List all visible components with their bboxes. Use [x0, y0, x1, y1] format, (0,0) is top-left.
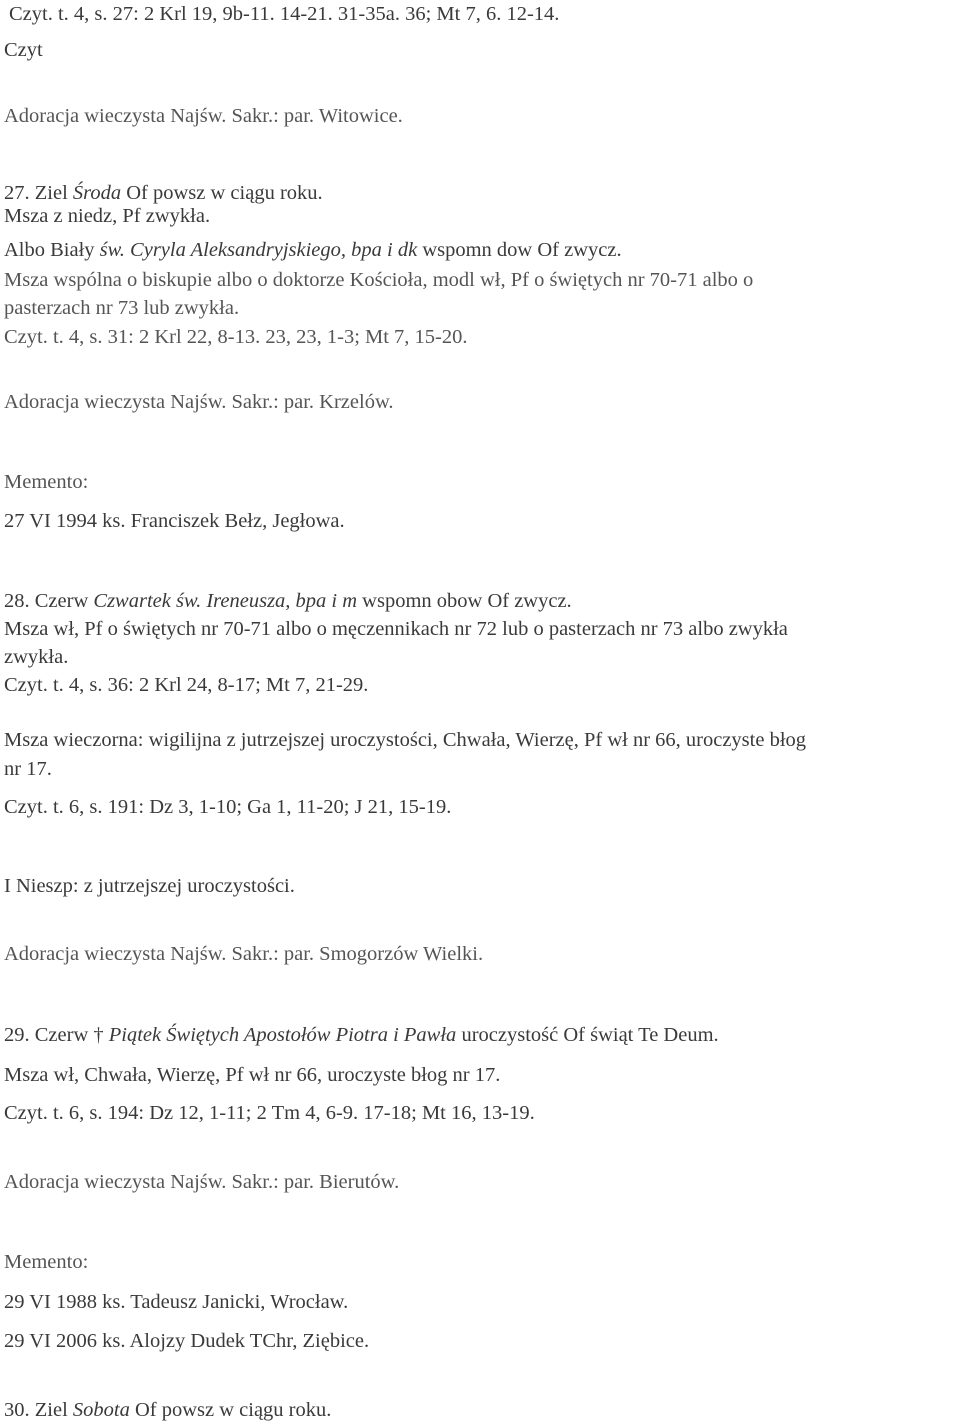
text-run: wspomn obow Of zwycz. — [357, 590, 572, 612]
mass-line — [4, 268, 753, 292]
italic-text: św. Cyryla Aleksandryjskiego, bpa i dk — [99, 239, 418, 261]
day-heading — [4, 1398, 331, 1422]
day-heading — [4, 181, 323, 205]
italic-text: Środa — [72, 182, 122, 204]
text-run: Czyt. t. 4, s. 36: 2 Krl 24, 8-17; Mt 7, 21-29. — [4, 674, 369, 696]
italic-text: Piątek — [108, 1024, 162, 1046]
reading-line — [4, 325, 468, 349]
text-run: 29 VI 1988 ks. Tadeusz Janicki, Wrocław. — [4, 1291, 349, 1313]
text-run: Czyt. t. 6, s. 194: Dz 12, 1-11; 2 Tm 4, 6-9. 17-18; Mt 16, 13-19. — [4, 1102, 535, 1124]
mass-line — [4, 1063, 500, 1087]
text-run: nr 17. — [4, 758, 52, 780]
text-run: Memento: — [4, 471, 89, 493]
memento-label — [4, 470, 88, 494]
text-run: 29. Czerw † — [4, 1024, 109, 1046]
evening-mass-line — [4, 728, 806, 752]
italic-text: Sobota — [72, 1399, 130, 1421]
text-run: Adoracja wieczysta Najśw. Sakr.: par. Krzelów. — [4, 391, 394, 413]
text-run: Msza wieczorna: wigilijna z jutrzejszej uroczystości, Chwała, Wierzę, Pf wł nr 66, uroczyste błog — [4, 729, 807, 751]
text-run: pasterzach nr 73 lub zwykła. — [4, 297, 240, 319]
text-run: Msza wspólna o biskupie albo o doktorze Kościoła, modl wł, Pf o świętych nr 70-71 albo o — [4, 269, 754, 291]
text-run: Czyt. t. 4, s. 31: 2 Krl 22, 8-13. 23, 23, 1-3; Mt 7, 15-20. — [4, 326, 468, 348]
text-run: I Nieszp: z jutrzejszej uroczystości. — [4, 875, 295, 897]
text-run: 27. Ziel — [4, 182, 73, 204]
text-run: 29 VI 2006 ks. Alojzy Dudek TChr, Ziębice. — [4, 1330, 370, 1352]
text-run: 27 VI 1994 ks. Franciszek Bełz, Jegłowa. — [4, 510, 345, 532]
italic-text: Czwartek — [93, 590, 171, 612]
text-run: Czyt. t. 4, s. 27: 2 Krl 19, 9b-11. 14-21. 31-35a. 36; Mt 7, 6. 12-14. — [9, 3, 560, 25]
text-run: 30. Ziel — [4, 1399, 73, 1421]
text-run: Adoracja wieczysta Najśw. Sakr.: par. Bierutów. — [4, 1171, 400, 1193]
text-run: Czyt. t. 6, s. 191: Dz 3, 1-10; Ga 1, 11-20; J 21, 15-19. — [4, 796, 452, 818]
mass-line — [4, 296, 239, 320]
reading-line — [9, 2, 559, 26]
text-run: wspomn dow Of zwycz. — [417, 239, 622, 261]
text-run: uroczystość Of świąt Te Deum. — [456, 1024, 719, 1046]
text-run: Of powsz w ciągu roku. — [121, 182, 323, 204]
day-heading — [4, 1023, 719, 1047]
memento-entry — [4, 1329, 369, 1353]
mass-line — [4, 204, 210, 228]
vespers-line — [4, 874, 295, 898]
alternative-line — [4, 238, 622, 262]
reading-line — [4, 673, 368, 697]
italic-text: św. Ireneusza, bpa i m — [175, 590, 358, 612]
reading-line — [4, 1101, 535, 1125]
memento-entry — [4, 1290, 348, 1314]
reading-line — [4, 795, 451, 819]
mass-line — [4, 617, 788, 641]
reading-line — [4, 38, 43, 62]
text-run: Adoracja wieczysta Najśw. Sakr.: par. Witowice. — [4, 105, 403, 127]
memento-label — [4, 1250, 88, 1274]
adoration-line — [4, 390, 394, 414]
italic-text: Świętych Apostołów Piotra i Pawła — [166, 1024, 457, 1046]
adoration-line — [4, 1170, 399, 1194]
day-heading — [4, 589, 572, 613]
mass-line — [4, 645, 68, 669]
text-run: Albo Biały — [4, 239, 100, 261]
adoration-line — [4, 942, 483, 966]
text-run: zwykła. — [4, 646, 69, 668]
text-run: Adoracja wieczysta Najśw. Sakr.: par. Smogorzów Wielki. — [4, 943, 484, 965]
adoration-line — [4, 104, 403, 128]
text-run: Msza wł, Pf o świętych nr 70-71 albo o męczennikach nr 72 lub o pasterzach nr 73 albo zwykła — [4, 618, 788, 640]
text-run: Of powsz w ciągu roku. — [129, 1399, 332, 1421]
text-run: Memento: — [4, 1251, 89, 1273]
text-run: Msza wł, Chwała, Wierzę, Pf wł nr 66, uroczyste błog nr 17. — [4, 1064, 501, 1086]
text-run: Msza z niedz, Pf zwykła. — [4, 205, 211, 227]
text-run: Czyt — [4, 39, 43, 61]
text-run: 28. Czerw — [4, 590, 94, 612]
evening-mass-line — [4, 757, 52, 781]
memento-entry — [4, 509, 345, 533]
